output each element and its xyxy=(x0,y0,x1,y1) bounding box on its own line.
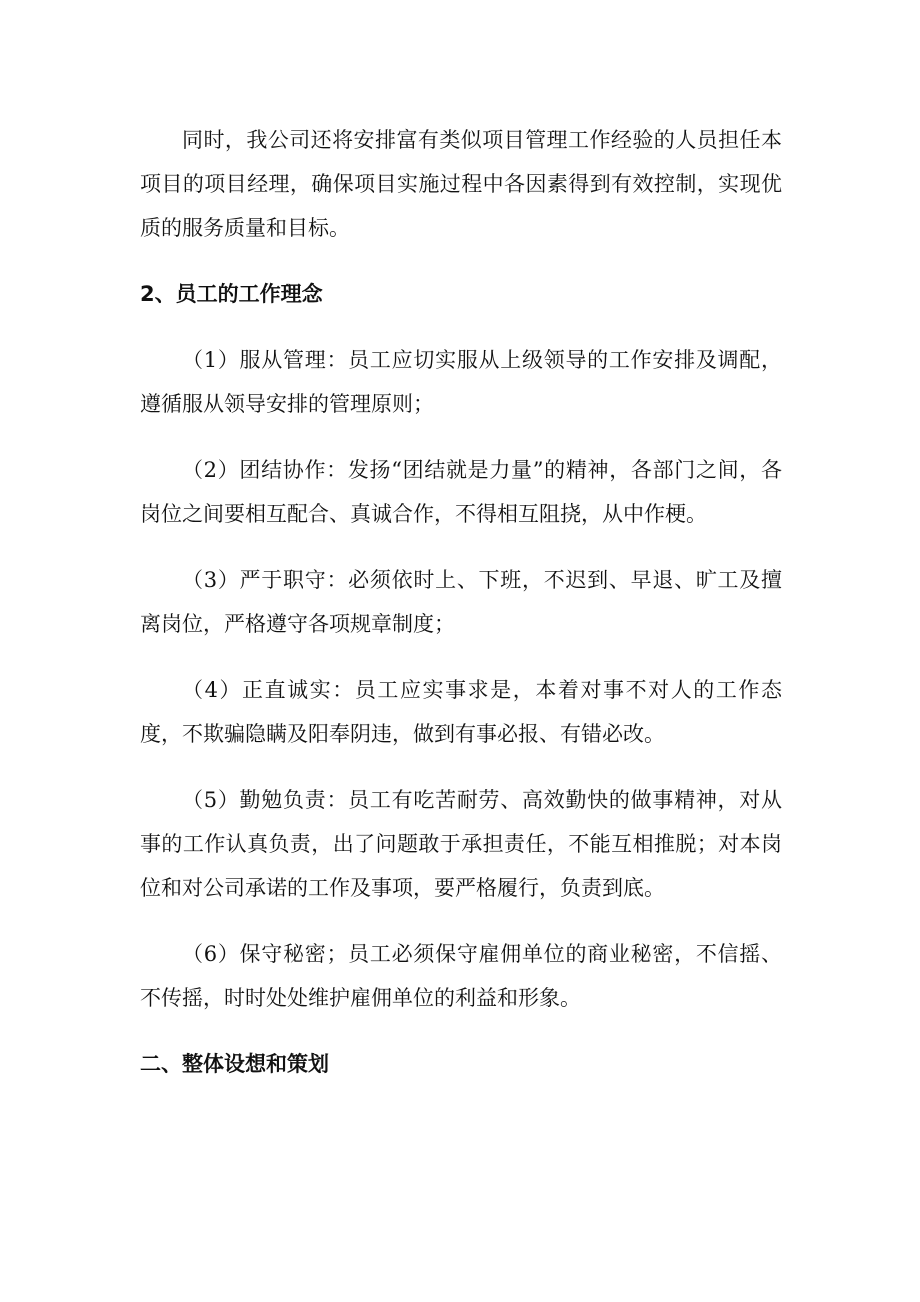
intro-paragraph: 同时，我公司还将安排富有类似项目管理工作经验的人员担任本项目的项目经理，确保项目实施过程中各因素得到有效控制，实现优质的服务质量和目标。 xyxy=(140,128,782,240)
section-heading-work-philosophy: 2、员工的工作理念 xyxy=(140,282,323,306)
list-item-integrity: （4）正直诚实：员工应实事求是，本着对事不对人的工作态度，不欺骗隐瞒及阳奉阴违，做到有事必报、有错必改。 xyxy=(140,678,782,746)
section-heading-overall-plan: 二、整体设想和策划 xyxy=(140,1052,329,1076)
list-item-obey-management: （1）服从管理：员工应切实服从上级领导的工作安排及调配，遵循服从领导安排的管理原则； xyxy=(140,348,782,416)
list-item-diligence: （5）勤勉负责：员工有吃苦耐劳、高效勤快的做事精神，对从事的工作认真负责，出了问题敢于承担责任，不能互相推脱；对本岗位和对公司承诺的工作及事项，要严格履行，负责到底。 xyxy=(140,788,782,900)
list-item-confidentiality: （6）保守秘密；员工必须保守雇佣单位的商业秘密，不信摇、不传摇，时时处处维护雇佣单位的利益和形象。 xyxy=(140,942,782,1010)
list-item-teamwork: （2）团结协作：发扬“团结就是力量”的精神，各部门之间，各岗位之间要相互配合、真诚合作，不得相互阻挠，从中作梗。 xyxy=(140,458,782,526)
document-page xyxy=(140,118,782,1086)
list-item-duty: （3）严于职守：必须依时上、下班，不迟到、早退、旷工及擅离岗位，严格遵守各项规章制度； xyxy=(140,568,782,636)
